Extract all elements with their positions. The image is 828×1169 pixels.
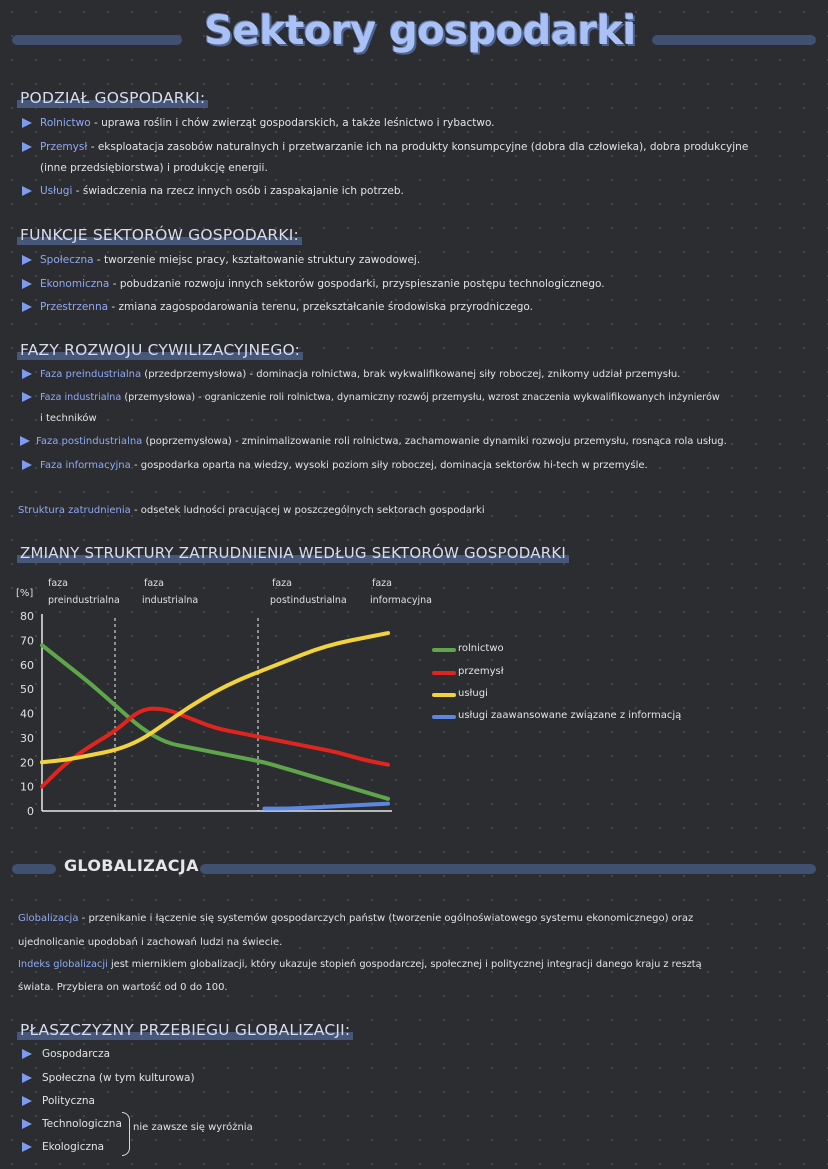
y-tick-label: 10	[20, 780, 34, 794]
legend-label: usługi zaawansowane związane z informacją	[458, 710, 682, 721]
legend-label: usługi	[458, 688, 488, 699]
bullet-arrow-icon	[22, 279, 32, 289]
y-tick-label: 70	[20, 634, 34, 648]
indeks-globalizacji-cont: świata. Przybiera on wartość od 0 do 100.	[18, 982, 228, 993]
legend-label: przemysł	[458, 666, 504, 677]
bullet-arrow-icon	[22, 1096, 32, 1106]
globalizacja-bar-left	[12, 864, 56, 874]
y-tick-label: 20	[20, 756, 34, 770]
y-axis-label: [%]	[16, 588, 34, 599]
heading-fazy: FAZY ROZWOJU CYWILIZACYJNEGO:	[17, 340, 303, 360]
bullet-arrow-icon	[22, 392, 32, 402]
bullet-arrow-icon	[22, 1142, 32, 1152]
title-bar-right	[652, 35, 816, 45]
funkcje-item-przestrzenna: Przestrzenna - zmiana zagospodarowania terenu, przekształcanie środowiska przyrodniczego.	[40, 301, 534, 313]
y-tick-label: 30	[20, 731, 34, 745]
podzial-item-rolnictwo: Rolnictwo - uprawa roślin i chów zwierząt gospodarskich, a także leśnictwo i rybactwo.	[40, 117, 495, 129]
legend-swatch	[432, 671, 456, 675]
y-tick-label: 80	[20, 610, 34, 623]
series-line-3	[264, 804, 388, 809]
bullet-arrow-icon	[22, 186, 32, 196]
fazy-item-postindustrialna: Faza postindustrialna (poprzemysłowa) - zminimalizowanie roli rolnictwa, zachamowanie dynamiki rozwoju przemysłu, rosnąca rola usług.	[36, 436, 727, 447]
phase-label-line2: informacyjna	[370, 595, 432, 606]
fazy-item-preindustrialna: Faza preindustrialna (przedprzemysłowa) - dominacja rolnictwa, brak wykwalifikowanej siły roboczej, znikomy udział przemysłu.	[40, 369, 681, 380]
legend-swatch	[432, 715, 456, 719]
brace-note: nie zawsze się wyróżnia	[133, 1122, 253, 1133]
bullet-arrow-icon	[20, 436, 30, 446]
legend-swatch	[432, 648, 456, 652]
brace-icon	[122, 1112, 130, 1156]
bullet-arrow-icon	[22, 302, 32, 312]
heading-zmiany: ZMIANY STRUKTURY ZATRUDNIENIA WEDŁUG SEKTORÓW GOSPODARKI	[17, 543, 569, 563]
employment-structure-chart	[10, 570, 450, 822]
phase-label-line1: faza	[372, 578, 392, 589]
y-tick-label: 0	[27, 805, 34, 818]
globalizacja-bar-right	[200, 864, 816, 874]
globalizacja-definition: Globalizacja - przenikanie i łączenie się systemów gospodarczych państw (tworzenie ogólnoświatowego systemu ekonomicznego) oraz	[18, 913, 694, 924]
globalizacja-definition-cont: ujednolicanie upodobań i zachowań ludzi na świecie.	[18, 937, 283, 948]
series-line-1	[42, 709, 388, 787]
series-line-0	[42, 645, 388, 799]
heading-plaszczyzny: PŁASZCZYZNY PRZEBIEGU GLOBALIZACJI:	[17, 1020, 353, 1040]
funkcje-item-spoleczna: Społeczna - tworzenie miejsc pracy, kształtowanie struktury zawodowej.	[40, 254, 421, 266]
funkcje-item-ekonomiczna: Ekonomiczna - pobudzanie rozwoju innych sektorów gospodarki, przyspieszanie postępu technologicznego.	[40, 278, 605, 290]
bullet-arrow-icon	[22, 118, 32, 128]
plaszczyzna-item: Technologiczna	[42, 1118, 122, 1130]
legend-label: rolnictwo	[458, 643, 504, 654]
plaszczyzna-item: Społeczna (w tym kulturowa)	[42, 1072, 195, 1084]
title-bar-left	[12, 35, 182, 45]
bullet-arrow-icon	[22, 1119, 32, 1129]
bullet-arrow-icon	[22, 142, 32, 152]
y-tick-label: 60	[20, 658, 34, 672]
page-title: Sektory gospodarki	[204, 8, 636, 54]
fazy-item-industrialna: Faza industrialna (przemysłowa) - ograniczenie roli rolnictwa, dynamiczny rozwój przemysłu, wzrost znaczenia wykwalifikowanych inżynierów	[40, 392, 720, 403]
bullet-arrow-icon	[22, 255, 32, 265]
fazy-item-informacyjna: Faza informacyjna - gospodarka oparta na wiedzy, wysoki poziom siły roboczej, dominacja sektorów hi-tech w przemyśle.	[40, 460, 648, 471]
plaszczyzna-item: Ekologiczna	[42, 1141, 105, 1153]
bullet-arrow-icon	[22, 460, 32, 470]
bullet-arrow-icon	[22, 369, 32, 379]
heading-globalizacja: GLOBALIZACJA	[64, 856, 199, 875]
indeks-globalizacji: Indeks globalizacji jest miernikiem globalizacji, który ukazuje stopień gospodarczej, społecznej i politycznej integracji danego kraju z resztą	[18, 959, 702, 970]
phase-label-line1: faza	[144, 578, 164, 589]
heading-funkcje: FUNKCJE SEKTORÓW GOSPODARKI:	[17, 225, 302, 245]
plaszczyzna-item: Gospodarcza	[42, 1048, 111, 1060]
podzial-item-przemysl: Przemysł - eksploatacja zasobów naturalnych i przetwarzanie ich na produkty konsumpcyjne (dobra dla człowieka), dobra produkcyjne	[40, 141, 749, 153]
heading-podzial: PODZIAŁ GOSPODARKI:	[17, 88, 208, 108]
phase-label-line2: preindustrialna	[48, 595, 120, 606]
bullet-arrow-icon	[22, 1073, 32, 1083]
phase-label-line1: faza	[48, 578, 68, 589]
podzial-item-uslugi: Usługi - świadczenia na rzecz innych osób i zaspakajanie ich potrzeb.	[40, 185, 404, 197]
fazy-item-industrialna-cont: i techników	[40, 413, 97, 424]
podzial-item-przemysl-cont: (inne przedsiębiorstwa) i produkcję energii.	[40, 162, 268, 174]
y-tick-label: 50	[20, 683, 34, 697]
y-tick-label: 40	[20, 707, 34, 721]
plaszczyzna-item: Polityczna	[42, 1095, 95, 1107]
phase-label-line2: industrialna	[142, 595, 199, 606]
bullet-arrow-icon	[22, 1049, 32, 1059]
struktura-definition: Struktura zatrudnienia - odsetek ludności pracującej w poszczególnych sektorach gospodarki	[18, 505, 485, 516]
phase-label-line1: faza	[272, 578, 292, 589]
legend-swatch	[432, 693, 456, 697]
phase-label-line2: postindustrialna	[270, 595, 347, 606]
